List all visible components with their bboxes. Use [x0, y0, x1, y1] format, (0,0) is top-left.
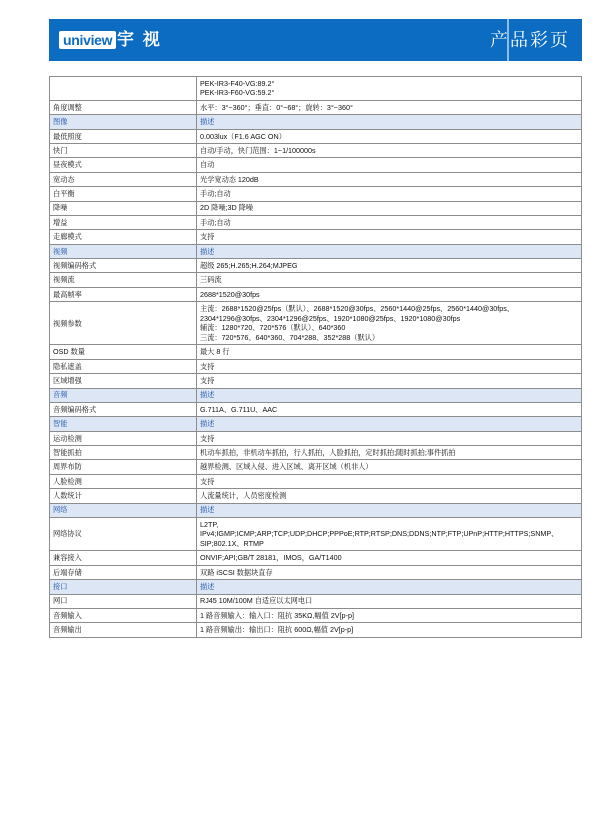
spec-value-cell: 2688*1520@30fps	[197, 287, 582, 301]
table-row	[50, 215, 582, 229]
table-row	[50, 201, 582, 215]
table-row	[50, 460, 582, 474]
section-title: 接口	[50, 580, 197, 594]
table-row	[50, 374, 582, 388]
spec-value-line: 主流：2688*1520@25fps（默认）、2688*1520@30fps、2560*1440@25fps、2560*1440@30fps、2304*1296@30fps、2304*1296@25fps、1920*1080@25fps、1920*1080@30fps	[200, 304, 515, 323]
spec-label-cell: 走廊模式	[50, 230, 197, 244]
page-title: 产品彩页	[490, 30, 570, 50]
section-title: 图像	[50, 115, 197, 129]
table-row	[50, 144, 582, 158]
table-row	[50, 517, 582, 551]
spec-label-cell: 降噪	[50, 201, 197, 215]
spec-value-cell	[197, 302, 582, 345]
section-desc-label: 描述	[197, 388, 582, 402]
spec-value-cell: 支持	[197, 431, 582, 445]
table-row	[50, 187, 582, 201]
table-row	[50, 489, 582, 503]
spec-table	[49, 76, 582, 638]
table-row	[50, 446, 582, 460]
spec-value-line: 辅流：1280*720、720*576（默认）、640*360	[200, 323, 346, 333]
spec-label-cell: 网口	[50, 594, 197, 608]
section-header-row	[50, 503, 582, 517]
spec-value-cell: 机动车抓拍，非机动车抓拍，行人抓拍，人脸抓拍，定时抓拍;随时抓拍;事件抓拍	[197, 446, 582, 460]
section-desc-label: 描述	[197, 580, 582, 594]
spec-value-cell	[197, 77, 582, 101]
table-row	[50, 608, 582, 622]
spec-label-cell: 宽动态	[50, 172, 197, 186]
spec-value-cell: 人流量统计，人员密度检测	[197, 489, 582, 503]
table-row	[50, 431, 582, 445]
table-row	[50, 273, 582, 287]
section-title: 音频	[50, 388, 197, 402]
spec-value-cell: 自动	[197, 158, 582, 172]
table-row	[50, 623, 582, 637]
section-header-row	[50, 417, 582, 431]
section-header-row	[50, 388, 582, 402]
brand-chinese-name: 宇 视	[117, 30, 162, 49]
spec-value-cell: 2D 降噪;3D 降噪	[197, 201, 582, 215]
spec-value-cell: RJ45 10M/100M 自适应以太网电口	[197, 594, 582, 608]
spec-value-line: IPv4;IGMP;ICMP;ARP;TCP;UDP;DHCP;PPPoE;RTP;RTSP;DNS;DDNS;NTP;FTP;UPnP;HTTP;HTTPS;SNMP、SIP;802.1X、RTMP	[200, 529, 559, 548]
spec-value-cell: 手动;自动	[197, 215, 582, 229]
table-row	[50, 402, 582, 416]
section-header-row	[50, 244, 582, 258]
spec-value-cell: 支持	[197, 374, 582, 388]
table-row	[50, 77, 582, 101]
spec-label-cell: 视频编码格式	[50, 259, 197, 273]
uniview-logo: uniview	[59, 31, 116, 49]
spec-label-cell: 兼容接入	[50, 551, 197, 565]
spec-value-cell: 最大 8 行	[197, 345, 582, 359]
spec-label-cell: OSD 数量	[50, 345, 197, 359]
spec-value-cell: ONVIF;API;GB/T 28181，IMOS，GA/T1400	[197, 551, 582, 565]
spec-label-cell: 后端存储	[50, 565, 197, 579]
spec-value-cell: 光学宽动态 120dB	[197, 172, 582, 186]
section-header-row	[50, 115, 582, 129]
spec-label-cell: 智能抓拍	[50, 446, 197, 460]
spec-value-cell: 0.003lux（F1.6 AGC ON）	[197, 129, 582, 143]
table-row	[50, 345, 582, 359]
table-row	[50, 259, 582, 273]
spec-label-cell: 隐私遮盖	[50, 359, 197, 373]
spec-value-cell: 手动;自动	[197, 187, 582, 201]
table-row	[50, 172, 582, 186]
spec-label-cell: 视频流	[50, 273, 197, 287]
spec-label-cell: 昼夜模式	[50, 158, 197, 172]
spec-label-cell: 运动检测	[50, 431, 197, 445]
spec-value-cell: G.711A、G.711U、AAC	[197, 402, 582, 416]
table-row	[50, 129, 582, 143]
spec-value-cell: 支持	[197, 359, 582, 373]
spec-value-cell: 越界检测、区域入侵、进入区域、离开区域（机非人）	[197, 460, 582, 474]
spec-value-line: 三流：720*576、640*360、704*288、352*288（默认）	[200, 332, 380, 342]
table-row	[50, 474, 582, 488]
table-row	[50, 158, 582, 172]
section-title: 智能	[50, 417, 197, 431]
spec-value-cell: 三码流	[197, 273, 582, 287]
spec-label-cell: 增益	[50, 215, 197, 229]
spec-label-cell: 人脸检测	[50, 474, 197, 488]
table-row	[50, 100, 582, 114]
spec-value-cell: 支持	[197, 474, 582, 488]
section-header-row	[50, 580, 582, 594]
table-row	[50, 594, 582, 608]
spec-value-cell: 1 路音频输入：输入口：阻抗 35KΩ,幅值 2V[p-p]	[197, 608, 582, 622]
spec-label-cell: 音频输出	[50, 623, 197, 637]
spec-value-line: L2TP,	[200, 519, 219, 529]
spec-value-cell	[197, 517, 582, 551]
table-row	[50, 287, 582, 301]
spec-value-cell: 双路 iSCSI 数据块直存	[197, 565, 582, 579]
spec-label-cell: 人数统计	[50, 489, 197, 503]
spec-label-cell	[50, 77, 197, 101]
spec-value-cell: 超级 265;H.265;H.264;MJPEG	[197, 259, 582, 273]
section-desc-label: 描述	[197, 115, 582, 129]
spec-value-cell: 水平：3°~360°；垂直：0°~68°；旋转：3°~360°	[197, 100, 582, 114]
lens-model-line: PEK-IR3-F60-VG:59.2°	[200, 88, 275, 98]
spec-label-cell: 最低照度	[50, 129, 197, 143]
spec-label-cell: 最高帧率	[50, 287, 197, 301]
section-title: 视频	[50, 244, 197, 258]
spec-label-cell: 周界布防	[50, 460, 197, 474]
section-desc-label: 描述	[197, 503, 582, 517]
table-row	[50, 302, 582, 345]
section-desc-label: 描述	[197, 244, 582, 258]
table-row	[50, 230, 582, 244]
table-row	[50, 565, 582, 579]
spec-label-cell: 白平衡	[50, 187, 197, 201]
spec-label-cell: 快门	[50, 144, 197, 158]
spec-label-cell: 区域增强	[50, 374, 197, 388]
spec-label-cell: 音频编码格式	[50, 402, 197, 416]
spec-value-cell: 1 路音频输出：输出口：阻抗 600Ω,幅值 2V[p-p]	[197, 623, 582, 637]
spec-label-cell: 网络协议	[50, 517, 197, 551]
section-desc-label: 描述	[197, 417, 582, 431]
spec-value-cell: 支持	[197, 230, 582, 244]
lens-model-line: PEK-IR3-F40-VG:89.2°	[200, 78, 275, 88]
table-row	[50, 551, 582, 565]
spec-label-cell: 视频参数	[50, 302, 197, 345]
section-title: 网络	[50, 503, 197, 517]
page-header	[49, 19, 582, 61]
table-row	[50, 359, 582, 373]
spec-label-cell: 音频输入	[50, 608, 197, 622]
spec-value-cell: 自动/手动，快门范围：1~1/100000s	[197, 144, 582, 158]
spec-label-cell: 角度调整	[50, 100, 197, 114]
